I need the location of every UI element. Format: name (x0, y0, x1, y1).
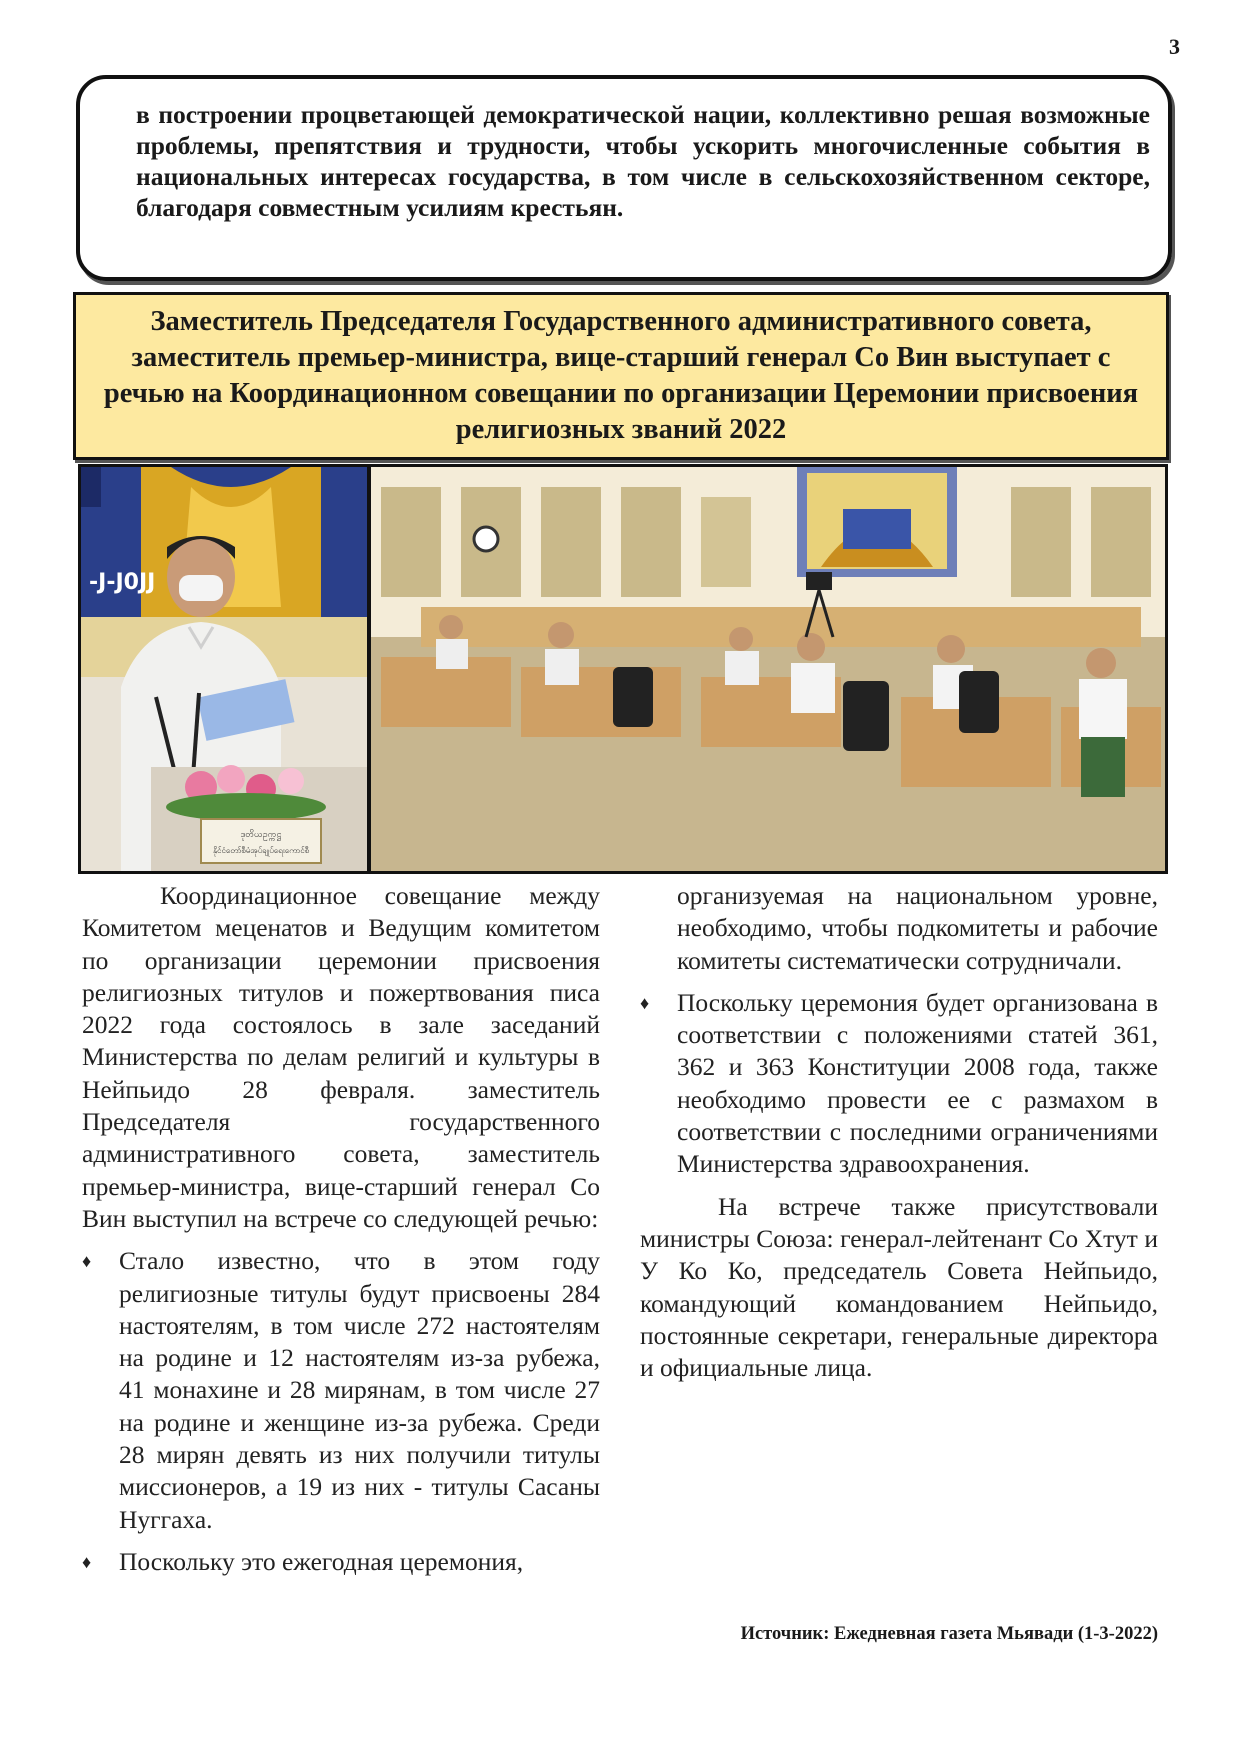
article-column-right (640, 880, 1158, 1384)
name-plate-line2: နိုင်ငံတော်စီမံအုပ်ချုပ်ရေးကောင်စီ (212, 846, 310, 855)
meeting-hall-photo (371, 467, 1165, 871)
news-photo (78, 464, 1168, 874)
article-intro: Координационное совещание между Комитетом меценатов и Ведущим комитетом по организации церемонии присвоения религиозных титулов и пожертвования писа 2022 года состоялось в зале заседаний Министерства по делам религий и культуры в Нейпьидо 28 февраля. заместитель Председателя государственного административного совета, заместитель премьер-министра, вице-старший генерал Со Вин выступил на встрече со следующей речью: (82, 881, 600, 1233)
name-plate-line1: ဒုတိယဥက္ကဋ္ဌ (240, 830, 282, 840)
article-column-left (82, 880, 600, 1578)
source-credit: Источник: Ежедневная газета Мьявади (1-3-2022) (740, 1624, 1158, 1644)
bullet-text: Стало известно, что в этом году религиозные титулы будут присвоены 284 настоятелям, в том числе 272 настоятелям на родине и 12 настоятелям из-за рубежа, 41 монахине и 28 мирянам, в том числе 27 на родине и женщине из-за рубежа. Среди 28 мирян девять из них получили титулы миссионеров, а 19 из них - титулы Сасаны Нуггаха. (119, 1246, 600, 1534)
bullet-icon: ♦ (640, 992, 650, 1013)
headline-box (73, 292, 1169, 460)
list-item (640, 987, 1158, 1181)
banner-text: -J-J0JJ (89, 570, 156, 595)
page-number: 3 (1169, 34, 1180, 59)
bullet-continuation-text: организуемая на национальном уровне, необходимо, чтобы подкомитеты и рабочие комитеты систематически сотрудничали. (677, 881, 1158, 975)
continued-text-box (76, 75, 1172, 281)
speaker-photo (81, 467, 367, 871)
list-item-continuation (640, 880, 1158, 977)
bullet-icon: ♦ (82, 1551, 92, 1572)
bullet-text: Поскольку церемония будет организована в соответствии с положениями статей 361, 362 и 363 Конституции 2008 года, также необходимо провести ее с размахом в соответствии с последними ограничениями Министерства здравоохранения. (677, 987, 1158, 1179)
list-item (82, 1546, 600, 1578)
headline: Заместитель Председателя Государственного административного совета, заместитель премьер-министра, вице-старший генерал Со Вин выступает с речью на Координационном совещании по организации Церемонии присвоения религиозных званий 2022 (103, 306, 1139, 445)
continued-text: в построении процветающей демократической нации, коллективно решая возможные проблемы, препятствия и трудности, чтобы ускорить многочисленные события в национальных интересах государства, в том числе в сельскохозяйственном секторе, благодаря совместным усилиям крестьян. (136, 100, 1150, 222)
bullet-icon: ♦ (82, 1251, 92, 1272)
list-item (82, 1245, 600, 1536)
bullet-list-right (640, 880, 1158, 1181)
bullet-text: Поскольку это ежегодная церемония, (119, 1546, 524, 1576)
bullet-list-left (82, 1245, 600, 1578)
article-closing: На встрече также присутствовали министры Союза: генерал-лейтенант Со Хтут и У Ко Ко, председатель Совета Нейпьидо, командующий командованием Нейпьидо, постоянные секретари, генеральные директора и официальные лица. (640, 1191, 1158, 1383)
